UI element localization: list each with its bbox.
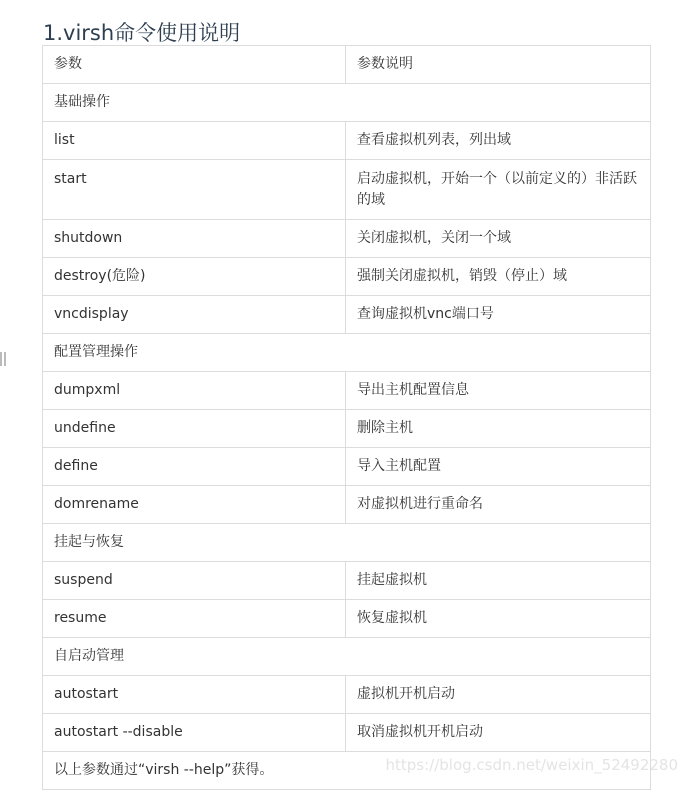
param-cell: suspend — [43, 562, 346, 600]
desc-cell: 关闭虚拟机，关闭一个域 — [346, 220, 651, 258]
table-header-row — [43, 46, 651, 84]
param-cell: resume — [43, 600, 346, 638]
command-table — [42, 45, 651, 790]
command-table-container — [42, 45, 650, 790]
header-desc: 参数说明 — [346, 46, 651, 84]
table-row — [43, 676, 651, 714]
desc-cell: 对虚拟机进行重命名 — [346, 486, 651, 524]
desc-cell: 启动虚拟机，开始一个（以前定义的）非活跃的域 — [346, 160, 651, 220]
page-title: 1.virsh命令使用说明 — [43, 21, 241, 46]
param-cell: dumpxml — [43, 372, 346, 410]
watermark: https://blog.csdn.net/weixin_52492280 — [385, 756, 678, 774]
table-row — [43, 220, 651, 258]
table-row — [43, 486, 651, 524]
table-row — [43, 562, 651, 600]
table-row — [43, 160, 651, 220]
drag-handle-icon[interactable] — [0, 352, 7, 366]
desc-cell: 挂起虚拟机 — [346, 562, 651, 600]
table-section-row — [43, 84, 651, 122]
param-cell: autostart --disable — [43, 714, 346, 752]
table-row — [43, 600, 651, 638]
table-row — [43, 372, 651, 410]
table-row — [43, 258, 651, 296]
param-cell: undefine — [43, 410, 346, 448]
desc-cell: 导入主机配置 — [346, 448, 651, 486]
table-section-row — [43, 638, 651, 676]
table-row — [43, 296, 651, 334]
desc-cell: 查看虚拟机列表，列出域 — [346, 122, 651, 160]
section-title: 挂起与恢复 — [43, 524, 651, 562]
param-cell: define — [43, 448, 346, 486]
section-title: 配置管理操作 — [43, 334, 651, 372]
table-row — [43, 714, 651, 752]
desc-cell: 查询虚拟机vnc端口号 — [346, 296, 651, 334]
section-title: 基础操作 — [43, 84, 651, 122]
param-cell: shutdown — [43, 220, 346, 258]
desc-cell: 取消虚拟机开机启动 — [346, 714, 651, 752]
section-title: 以上参数通过“virsh --help”获得。 — [43, 752, 651, 790]
desc-cell: 强制关闭虚拟机，销毁（停止）域 — [346, 258, 651, 296]
desc-cell: 删除主机 — [346, 410, 651, 448]
param-cell: domrename — [43, 486, 346, 524]
param-cell: list — [43, 122, 346, 160]
table-section-row — [43, 334, 651, 372]
param-cell: destroy(危险) — [43, 258, 346, 296]
desc-cell: 虚拟机开机启动 — [346, 676, 651, 714]
table-row — [43, 448, 651, 486]
param-cell: vncdisplay — [43, 296, 346, 334]
table-row — [43, 410, 651, 448]
table-row — [43, 122, 651, 160]
section-title: 自启动管理 — [43, 638, 651, 676]
header-param: 参数 — [43, 46, 346, 84]
param-cell: start — [43, 160, 346, 220]
desc-cell: 恢复虚拟机 — [346, 600, 651, 638]
param-cell: autostart — [43, 676, 346, 714]
table-section-row — [43, 524, 651, 562]
desc-cell: 导出主机配置信息 — [346, 372, 651, 410]
